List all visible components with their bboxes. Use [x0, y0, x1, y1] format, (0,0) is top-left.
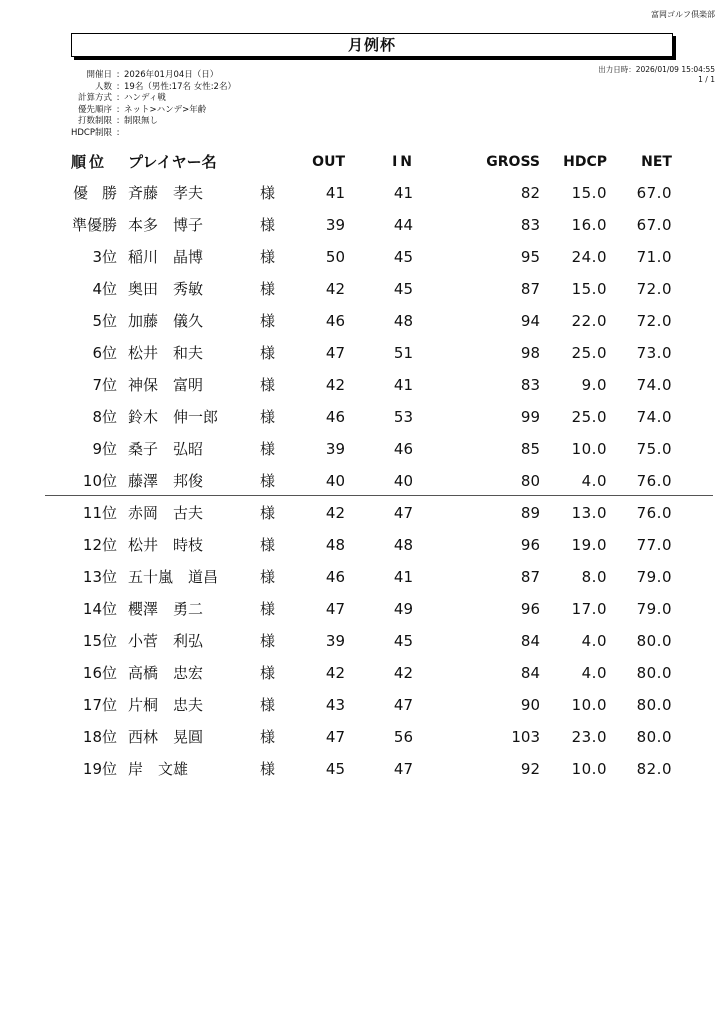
- in-score: 56: [393, 728, 413, 746]
- player-name: 奥田 秀敏: [128, 280, 204, 298]
- in-score: 53: [393, 408, 413, 426]
- hdcp-value: 16.0: [571, 216, 607, 234]
- hdcp-value: 25.0: [571, 408, 607, 426]
- out-score: 42: [325, 664, 345, 682]
- hdcp-value: 4.0: [581, 664, 607, 682]
- net-score: 75.0: [636, 440, 672, 458]
- honorific: 様: [260, 376, 276, 394]
- table-row: [0, 689, 723, 721]
- hdcp-value: 22.0: [571, 312, 607, 330]
- header-player: プレイヤー名: [128, 153, 217, 171]
- table-row: [0, 753, 723, 785]
- player-name: 松井 和夫: [128, 344, 204, 362]
- in-score: 46: [393, 440, 413, 458]
- out-score: 39: [325, 216, 345, 234]
- in-score: 47: [393, 760, 413, 778]
- header-hdcp: HDCP: [563, 154, 607, 170]
- table-row: [0, 465, 723, 497]
- net-score: 77.0: [636, 536, 672, 554]
- gross-score: 87: [520, 568, 540, 586]
- out-score: 39: [325, 440, 345, 458]
- hdcp-value: 4.0: [581, 472, 607, 490]
- rank-cell: 15位: [82, 632, 117, 650]
- table-row: [0, 625, 723, 657]
- out-score: 39: [325, 632, 345, 650]
- net-score: 67.0: [636, 216, 672, 234]
- info-label: HDCP制限: [71, 127, 112, 138]
- hdcp-value: 15.0: [571, 280, 607, 298]
- player-name: 高橋 忠宏: [128, 664, 204, 682]
- in-score: 45: [393, 632, 413, 650]
- table-row: [0, 721, 723, 753]
- gross-score: 95: [520, 248, 540, 266]
- out-score: 46: [325, 408, 345, 426]
- honorific: 様: [260, 472, 276, 490]
- rank-cell: 12位: [82, 536, 117, 554]
- hdcp-value: 19.0: [571, 536, 607, 554]
- hdcp-value: 4.0: [581, 632, 607, 650]
- honorific: 様: [260, 504, 276, 522]
- gross-score: 87: [520, 280, 540, 298]
- net-score: 73.0: [636, 344, 672, 362]
- in-score: 41: [393, 568, 413, 586]
- rank-cell: 9位: [92, 440, 117, 458]
- club-name: 富岡ゴルフ倶楽部: [651, 10, 715, 19]
- net-score: 79.0: [636, 600, 672, 618]
- in-score: 41: [393, 376, 413, 394]
- rank-cell: 13位: [82, 568, 117, 586]
- info-label: 開催日: [86, 70, 112, 80]
- gross-score: 84: [520, 632, 540, 650]
- header-out: OUT: [312, 154, 345, 170]
- honorific: 様: [260, 344, 276, 362]
- honorific: 様: [260, 568, 276, 586]
- info-label: 優先順序: [77, 104, 112, 115]
- info-row-stroke-limit: 打数制限 : 制限無し: [40, 116, 236, 128]
- honorific: 様: [260, 760, 276, 778]
- rank-cell: 6位: [92, 344, 117, 362]
- table-row: [0, 209, 723, 241]
- gross-score: 83: [520, 216, 540, 234]
- player-name: 神保 富明: [128, 376, 204, 394]
- in-score: 47: [393, 696, 413, 714]
- rank-cell: 3位: [92, 248, 117, 266]
- table-row: [0, 401, 723, 433]
- rank-cell: 5位: [92, 312, 117, 330]
- rank-cell: 16位: [82, 664, 117, 682]
- hdcp-value: 15.0: [571, 184, 607, 202]
- out-score: 50: [325, 248, 345, 266]
- honorific: 様: [260, 184, 276, 202]
- player-name: 松井 時枝: [128, 536, 204, 554]
- gross-score: 85: [520, 440, 540, 458]
- in-score: 45: [393, 248, 413, 266]
- table-row: [0, 433, 723, 465]
- out-score: 46: [325, 312, 345, 330]
- in-score: 48: [393, 312, 413, 330]
- in-score: 42: [393, 664, 413, 682]
- net-score: 79.0: [636, 568, 672, 586]
- net-score: 82.0: [636, 760, 672, 778]
- hdcp-value: 8.0: [581, 568, 607, 586]
- header-in: IN: [392, 154, 415, 170]
- hdcp-value: 23.0: [571, 728, 607, 746]
- net-score: 80.0: [636, 696, 672, 714]
- out-score: 47: [325, 600, 345, 618]
- out-score: 47: [325, 344, 345, 362]
- net-score: 74.0: [636, 408, 672, 426]
- hdcp-value: 10.0: [571, 696, 607, 714]
- out-score: 43: [325, 696, 345, 714]
- honorific: 様: [260, 696, 276, 714]
- rank-cell: 8位: [92, 408, 117, 426]
- honorific: 様: [260, 728, 276, 746]
- hdcp-value: 24.0: [571, 248, 607, 266]
- rank-cell: 10位: [82, 472, 117, 490]
- player-name: 五十嵐 道昌: [128, 568, 219, 586]
- info-value: ネット>ハンデ>年齢: [124, 104, 207, 115]
- table-row: [0, 337, 723, 369]
- honorific: 様: [260, 216, 276, 234]
- in-score: 44: [393, 216, 413, 234]
- gross-score: 84: [520, 664, 540, 682]
- results-header: [0, 150, 723, 174]
- out-score: 47: [325, 728, 345, 746]
- rank-cell: 11位: [82, 504, 117, 522]
- rank-cell: 準優勝: [71, 216, 117, 234]
- table-row: [0, 561, 723, 593]
- table-row: [0, 529, 723, 561]
- table-row: [0, 177, 723, 209]
- out-score: 41: [325, 184, 345, 202]
- player-name: 赤岡 古夫: [128, 504, 204, 522]
- info-value: 19名（男性:17名 女性:2名）: [124, 81, 236, 92]
- header-rank: 順位: [71, 153, 108, 171]
- honorific: 様: [260, 408, 276, 426]
- honorific: 様: [260, 312, 276, 330]
- table-row: [0, 273, 723, 305]
- in-score: 49: [393, 600, 413, 618]
- info-row-date: 開催日 : 2026年01月04日（日）: [40, 70, 236, 82]
- info-row-hdcp-limit: HDCP制限 :: [40, 128, 236, 140]
- honorific: 様: [260, 600, 276, 618]
- hdcp-value: 13.0: [571, 504, 607, 522]
- table-row: [0, 305, 723, 337]
- hdcp-value: 9.0: [581, 376, 607, 394]
- event-info: [40, 70, 236, 139]
- player-name: 小菅 利弘: [128, 632, 204, 650]
- hdcp-value: 10.0: [571, 440, 607, 458]
- gross-score: 89: [520, 504, 540, 522]
- header-net: NET: [641, 154, 672, 170]
- net-score: 72.0: [636, 280, 672, 298]
- in-score: 41: [393, 184, 413, 202]
- net-score: 80.0: [636, 664, 672, 682]
- info-value: 制限無し: [124, 116, 159, 126]
- rank-cell: 18位: [82, 728, 117, 746]
- honorific: 様: [260, 280, 276, 298]
- net-score: 67.0: [636, 184, 672, 202]
- net-score: 80.0: [636, 728, 672, 746]
- gross-score: 94: [520, 312, 540, 330]
- gross-score: 96: [520, 600, 540, 618]
- info-row-method: 計算方式 : ハンディ戦: [40, 93, 236, 105]
- table-row: [0, 497, 723, 529]
- gross-score: 90: [520, 696, 540, 714]
- hdcp-value: 25.0: [571, 344, 607, 362]
- info-label: 計算方式: [77, 93, 112, 103]
- net-score: 71.0: [636, 248, 672, 266]
- gross-score: 96: [520, 536, 540, 554]
- net-score: 80.0: [636, 632, 672, 650]
- info-value: ハンディ戦: [124, 93, 166, 103]
- header-gross: GROSS: [486, 154, 540, 170]
- table-row: [0, 241, 723, 273]
- hdcp-value: 17.0: [571, 600, 607, 618]
- out-score: 45: [325, 760, 345, 778]
- player-name: 藤澤 邦俊: [128, 472, 204, 490]
- rank-cell: 19位: [82, 760, 117, 778]
- info-row-count: 人数 : 19名（男性:17名 女性:2名）: [40, 82, 236, 94]
- gross-score: 83: [520, 376, 540, 394]
- gross-score: 99: [520, 408, 540, 426]
- player-name: 本多 博子: [128, 216, 204, 234]
- in-score: 40: [393, 472, 413, 490]
- net-score: 76.0: [636, 504, 672, 522]
- player-name: 桑子 弘昭: [128, 440, 204, 458]
- net-score: 74.0: [636, 376, 672, 394]
- table-row: [0, 657, 723, 689]
- page-title: 月例杯: [71, 33, 673, 57]
- rank-cell: 17位: [82, 696, 117, 714]
- table-row: [0, 369, 723, 401]
- player-name: 鈴木 伸一郎: [128, 408, 219, 426]
- rank-cell: 7位: [92, 376, 117, 394]
- out-score: 40: [325, 472, 345, 490]
- player-name: 櫻澤 勇二: [128, 600, 204, 618]
- net-score: 76.0: [636, 472, 672, 490]
- top-ten-divider: [45, 495, 713, 496]
- player-name: 片桐 忠夫: [128, 696, 204, 714]
- in-score: 48: [393, 536, 413, 554]
- in-score: 51: [393, 344, 413, 362]
- out-score: 48: [325, 536, 345, 554]
- info-value: 2026年01月04日（日）: [124, 70, 219, 80]
- rank-cell: 優勝: [72, 184, 131, 202]
- page-number: 1 / 1: [698, 75, 715, 84]
- in-score: 47: [393, 504, 413, 522]
- out-score: 42: [325, 376, 345, 394]
- rank-cell: 14位: [82, 600, 117, 618]
- player-name: 岸 文雄: [128, 760, 189, 778]
- gross-score: 80: [520, 472, 540, 490]
- info-label: 人数: [94, 81, 112, 92]
- gross-score: 92: [520, 760, 540, 778]
- player-name: 加藤 儀久: [128, 312, 204, 330]
- gross-score: 98: [520, 344, 540, 362]
- honorific: 様: [260, 248, 276, 266]
- honorific: 様: [260, 632, 276, 650]
- out-score: 42: [325, 280, 345, 298]
- honorific: 様: [260, 664, 276, 682]
- player-name: 稲川 晶博: [128, 248, 204, 266]
- out-score: 46: [325, 568, 345, 586]
- gross-score: 82: [520, 184, 540, 202]
- in-score: 45: [393, 280, 413, 298]
- honorific: 様: [260, 440, 276, 458]
- gross-score: 103: [511, 728, 540, 746]
- player-name: 西林 晃圓: [128, 728, 204, 746]
- output-timestamp: 出力日時：2026/01/09 15:04:55: [598, 65, 715, 74]
- honorific: 様: [260, 536, 276, 554]
- player-name: 斉藤 孝夫: [128, 184, 204, 202]
- hdcp-value: 10.0: [571, 760, 607, 778]
- out-score: 42: [325, 504, 345, 522]
- info-label: 打数制限: [77, 116, 112, 126]
- info-row-priority: 優先順序 : ネット>ハンデ>年齢: [40, 105, 236, 117]
- table-row: [0, 593, 723, 625]
- net-score: 72.0: [636, 312, 672, 330]
- rank-cell: 4位: [92, 280, 117, 298]
